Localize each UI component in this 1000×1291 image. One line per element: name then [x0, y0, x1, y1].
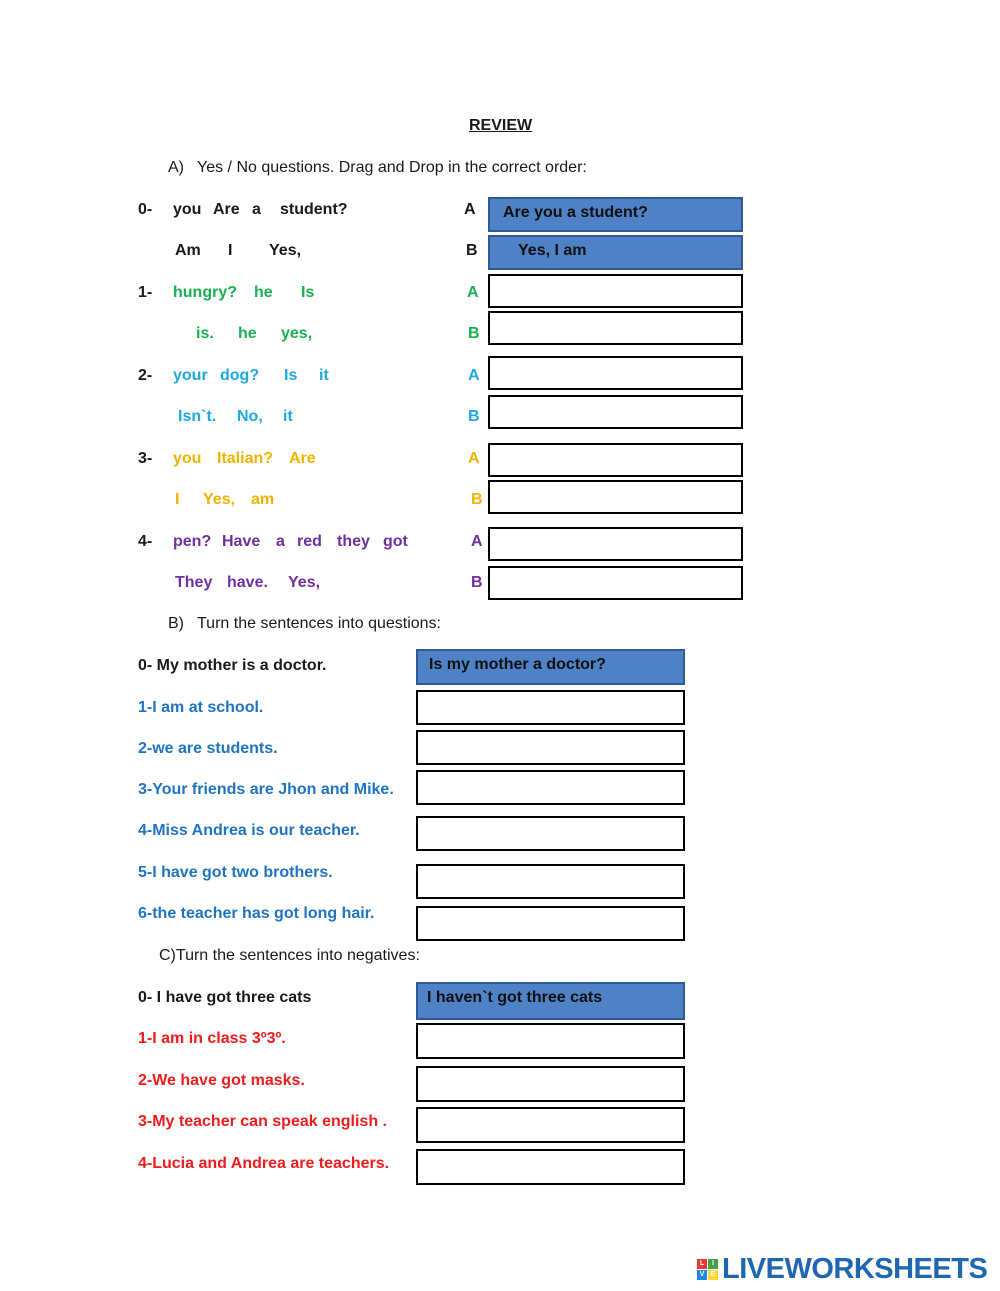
negative-sentence: 3-My teacher can speak english .: [138, 1113, 387, 1130]
negative-answer-box[interactable]: [416, 1149, 685, 1185]
question-sentence: 4-Miss Andrea is our teacher.: [138, 822, 360, 839]
draggable-word[interactable]: he: [238, 325, 257, 342]
answer-box-a[interactable]: [488, 356, 743, 390]
draggable-word[interactable]: got: [383, 533, 408, 550]
draggable-word[interactable]: hungry?: [173, 284, 237, 301]
draggable-word[interactable]: Yes,: [269, 242, 302, 259]
section-b-letter: B): [168, 615, 184, 632]
draggable-word[interactable]: Have: [222, 533, 261, 550]
draggable-word[interactable]: a: [276, 533, 285, 550]
answer-label-b: B: [471, 574, 483, 591]
draggable-word[interactable]: I: [228, 242, 233, 259]
question-sentence: 2-we are students.: [138, 740, 278, 757]
draggable-word[interactable]: have.: [227, 574, 268, 591]
draggable-word[interactable]: a: [252, 201, 261, 218]
negative-sentence: 2-We have got masks.: [138, 1072, 305, 1089]
draggable-word[interactable]: No,: [237, 408, 263, 425]
question-sentence: 5-I have got two brothers.: [138, 864, 333, 881]
answer-label-b: B: [471, 491, 483, 508]
draggable-word[interactable]: yes,: [281, 325, 313, 342]
draggable-word[interactable]: I: [175, 491, 180, 508]
answer-label-a: A: [467, 284, 479, 301]
question-sentence: 3-Your friends are Jhon and Mike.: [138, 781, 394, 798]
answer-label-b: B: [466, 242, 478, 259]
draggable-word[interactable]: they: [337, 533, 370, 550]
section-a-instruction: Yes / No questions. Drag and Drop in the correct order:: [197, 159, 587, 176]
question-answer-box[interactable]: [416, 690, 685, 725]
answer-box-b[interactable]: [488, 395, 743, 429]
negative-answer-box[interactable]: [416, 1066, 685, 1102]
draggable-word[interactable]: pen?: [173, 533, 212, 550]
liveworksheets-logo: [697, 1254, 987, 1284]
page-title: REVIEW: [469, 117, 533, 134]
draggable-word[interactable]: Am: [175, 242, 201, 259]
draggable-word[interactable]: Is: [284, 367, 298, 384]
draggable-word[interactable]: Isn`t.: [178, 408, 217, 425]
answer-label-a: A: [471, 533, 483, 550]
item-number: 0-: [138, 201, 153, 218]
answer-label-a: A: [464, 201, 476, 218]
item-number: 4-: [138, 533, 153, 550]
draggable-word[interactable]: it: [319, 367, 329, 384]
answer-box-a[interactable]: Are you a student?: [488, 197, 743, 232]
item-number: 3-: [138, 450, 153, 467]
section-c-instruction: C)Turn the sentences into negatives:: [159, 947, 420, 964]
question-answer-box[interactable]: [416, 770, 685, 805]
negative-sentence: 4-Lucia and Andrea are teachers.: [138, 1155, 390, 1172]
negative-answer-box[interactable]: [416, 1107, 685, 1143]
example-sentence: 0- My mother is a doctor.: [138, 657, 327, 674]
answer-box-b[interactable]: [488, 311, 743, 345]
negative-sentence: 1-I am in class 3º3º.: [138, 1030, 286, 1047]
section-b-instruction: Turn the sentences into questions:: [197, 615, 441, 632]
question-answer-box[interactable]: [416, 864, 685, 899]
example-answer-box[interactable]: I haven`t got three cats: [416, 982, 685, 1020]
question-sentence: 6-the teacher has got long hair.: [138, 905, 375, 922]
question-answer-box[interactable]: [416, 816, 685, 851]
draggable-word[interactable]: red: [297, 533, 322, 550]
draggable-word[interactable]: Are: [213, 201, 240, 218]
draggable-word[interactable]: Italian?: [217, 450, 274, 467]
draggable-word[interactable]: Yes,: [203, 491, 236, 508]
draggable-word[interactable]: he: [254, 284, 273, 301]
draggable-word[interactable]: is.: [196, 325, 214, 342]
draggable-word[interactable]: Yes,: [288, 574, 321, 591]
draggable-word[interactable]: They: [175, 574, 213, 591]
answer-box-b[interactable]: Yes, I am: [488, 235, 743, 270]
draggable-word[interactable]: you: [173, 450, 202, 467]
example-answer-box[interactable]: Is my mother a doctor?: [416, 649, 685, 685]
draggable-word[interactable]: am: [251, 491, 275, 508]
answer-box-b[interactable]: [488, 566, 743, 600]
answer-box-a[interactable]: [488, 527, 743, 561]
answer-label-a: A: [468, 367, 480, 384]
negative-answer-box[interactable]: [416, 1023, 685, 1059]
draggable-word[interactable]: student?: [280, 201, 348, 218]
answer-label-a: A: [468, 450, 480, 467]
question-answer-box[interactable]: [416, 906, 685, 941]
answer-label-b: B: [468, 408, 480, 425]
draggable-word[interactable]: Is: [301, 284, 315, 301]
draggable-word[interactable]: Are: [289, 450, 316, 467]
answer-box-a[interactable]: [488, 274, 743, 308]
item-number: 1-: [138, 284, 153, 301]
example-sentence: 0- I have got three cats: [138, 989, 312, 1006]
section-a-letter: A): [168, 159, 184, 176]
item-number: 2-: [138, 367, 153, 384]
answer-box-b[interactable]: [488, 480, 743, 514]
question-sentence: 1-I am at school.: [138, 699, 264, 716]
logo-text: LIVEWORKSHEETS: [722, 1252, 988, 1285]
question-answer-box[interactable]: [416, 730, 685, 765]
draggable-word[interactable]: it: [283, 408, 293, 425]
answer-box-a[interactable]: [488, 443, 743, 477]
answer-label-b: B: [468, 325, 480, 342]
draggable-word[interactable]: your: [173, 367, 208, 384]
logo-icon: L I V E: [697, 1259, 718, 1280]
draggable-word[interactable]: dog?: [220, 367, 260, 384]
draggable-word[interactable]: you: [173, 201, 202, 218]
